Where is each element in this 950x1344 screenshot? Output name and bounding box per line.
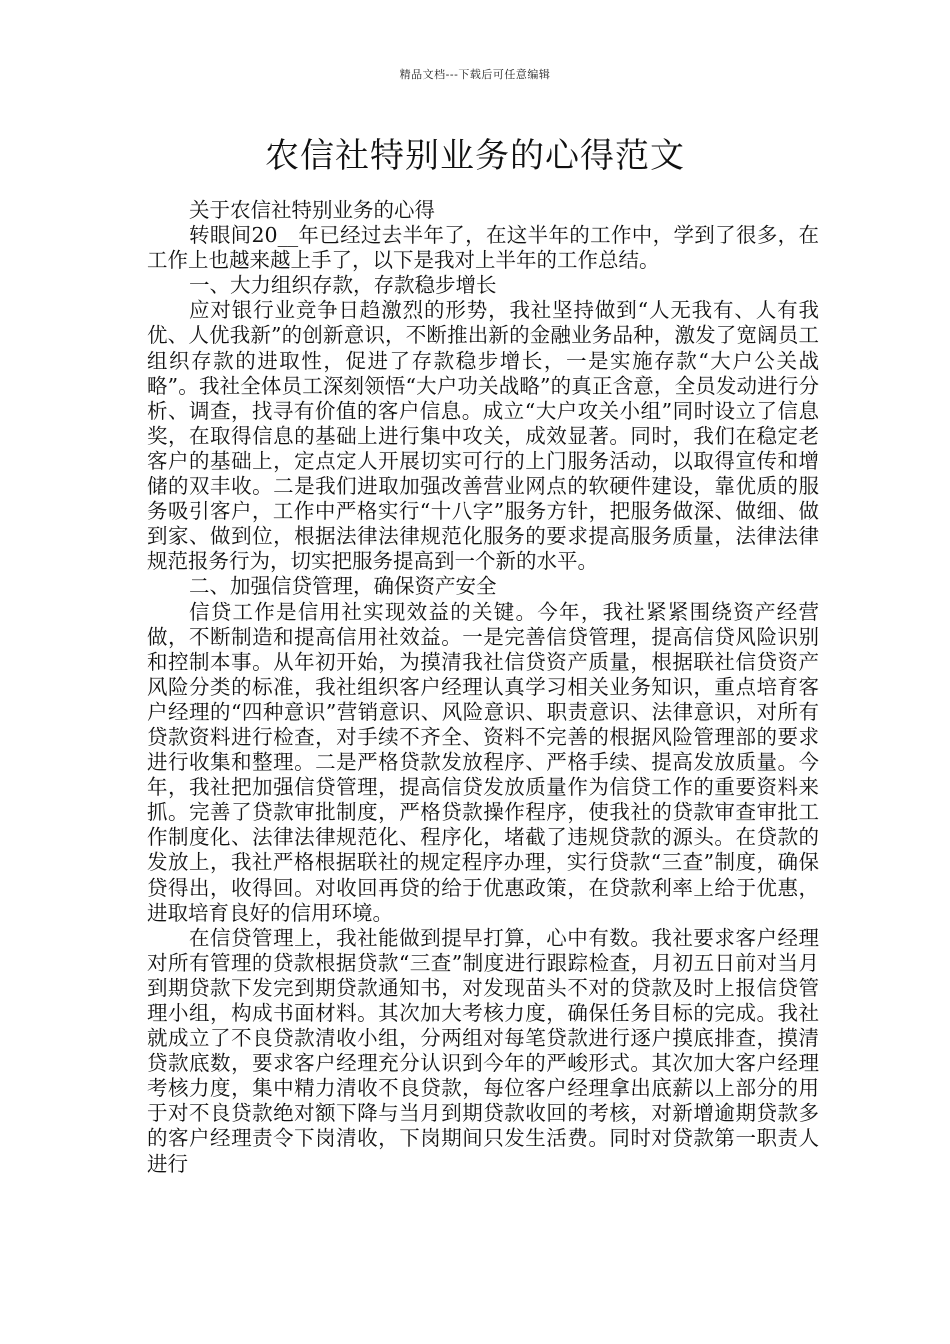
- header-note: 精品文档---下载后可任意编辑: [399, 68, 551, 81]
- section-heading: 二、加强信贷管理，确保资产安全: [189, 574, 497, 599]
- paragraph: 在信贷管理上，我社能做到提早打算，心中有数。我社要求客户经理对所有管理的贷款根据贷款“三查”制度进行跟踪检查，月初五日前对当月到期贷款下发完到期贷款通知书，对发现苗头不对的贷款及时上报信贷管理小组，构成书面材料。其次加大考核力度，确保任务目标的完成。我社就成立了不良贷款清收小组，分两组对每笔贷款进行逐户摸底排查，摸清贷款底数，要求客户经理充分认识到今年的严峻形式。其次加大客户经理考核力度，集中精力清收不良贷款，每位客户经理拿出底薪以上部分的用于对不良贷款绝对额下降与当月到期贷款收回的考核，对新增逾期贷款多的客户经理责令下岗清收，下岗期间只发生活费。同时对贷款第一职责人进行: [147, 925, 819, 1176]
- paragraph: 信贷工作是信用社实现效益的关键。今年，我社紧紧围绕资产经营做，不断制造和提高信用社效益。一是完善信贷管理，提高信贷风险识别和控制本事。从年初开始，为摸清我社信贷资产质量，根据联社信贷资产风险分类的标准，我社组织客户经理认真学习相关业务知识，重点培育客户经理的“四种意识”营销意识、风险意识、职责意识、法律意识，对所有贷款资料进行检查，对手续不齐全、资料不完善的根据风险管理部的要求进行收集和整理。二是严格贷款发放程序、严格手续、提高发放质量。今年，我社把加强信贷管理，提高信贷发放质量作为信贷工作的重要资料来抓。完善了贷款审批制度，严格贷款操作程序，使我社的贷款审查审批工作制度化、法律法律规范化、程序化，堵截了违规贷款的源头。在贷款的发放上，我社严格根据联社的规定程序办理，实行贷款“三查”制度，确保贷得出，收得回。对收回再贷的给于优惠政策，在贷款利率上给于优惠，进取培育良好的信用环境。: [147, 599, 819, 925]
- paragraph: 转眼间20__年已经过去半年了，在这半年的工作中，学到了很多，在工作上也越来越上手了，以下是我对上半年的工作总结。: [147, 223, 819, 273]
- document-body: [147, 198, 819, 1177]
- paragraph: 关于农信社特别业务的心得: [189, 198, 435, 222]
- section-heading: 一、大力组织存款，存款稳步增长: [189, 273, 497, 298]
- document-title: 农信社特别业务的心得范文: [265, 136, 685, 176]
- paragraph: 应对银行业竞争日趋激烈的形势，我社坚持做到“人无我有、人有我优、人优我新”的创新意识，不断推出新的金融业务品种，激发了宽阔员工组织存款的进取性，促进了存款稳步增长，一是实施存款“大户公关战略”。我社全体员工深刻领悟“大户功关战略”的真正含意，全员发动进行分析、调查，找寻有价值的客户信息。成立“大户攻关小组”同时设立了信息奖，在取得信息的基础上进行集中攻关，成效显著。同时，我们在稳定老客户的基础上，定点定人开展切实可行的上门服务活动，以取得宣传和增储的双丰收。二是我们进取加强改善营业网点的软硬件建设，靠优质的服务吸引客户，工作中严格实行“十八字”服务方针，把服务做深、做细、做到家、做到位，根据法律法律规范化服务的要求提高服务质量，法律法律规范报务行为，切实把服务提高到一个新的水平。: [147, 298, 819, 574]
